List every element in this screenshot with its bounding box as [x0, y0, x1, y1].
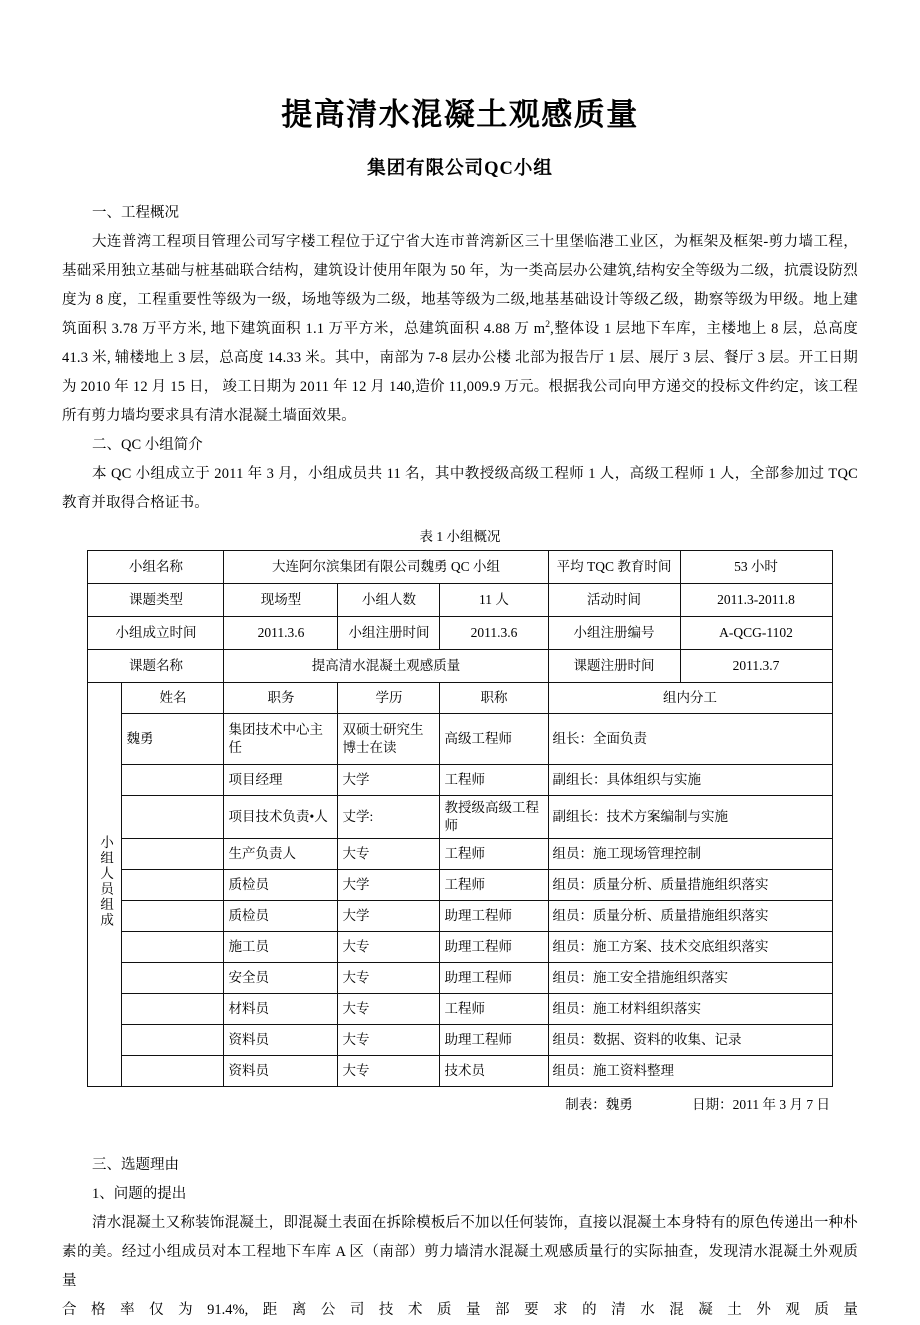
cell-topic-type-value: 现场型	[224, 583, 338, 616]
cell-member-post: 质检员	[224, 870, 338, 901]
table-row	[88, 994, 832, 1025]
cell-member-title: 工程师	[440, 839, 548, 870]
table-row	[88, 583, 832, 616]
cell-activity-time-label: 活动时间	[548, 583, 680, 616]
table-row	[88, 616, 832, 649]
cell-member-post: 生产负责人	[224, 839, 338, 870]
cell-member-title: 教授级高级工程师	[440, 795, 548, 838]
spacer	[62, 181, 858, 199]
section-3-paragraph: 清水混凝土又称装饰混凝土，即混凝土表面在拆除模板后不加以任何装饰，直接以混凝土本身特有的原色传递出一种朴素的美。经过小组成员对本工程地下车库 A 区（南部）剪力墙清水混凝土观感质量行的实际抽查，发现清水混凝土外观质量	[62, 1215, 858, 1290]
table-signature-row	[86, 1093, 834, 1117]
justified-char: 质	[436, 1302, 452, 1319]
cell-member-education: 大学	[338, 870, 440, 901]
cell-found-date-value: 2011.3.6	[224, 616, 338, 649]
page-content	[62, 0, 858, 1325]
justified-char: 术	[407, 1302, 423, 1319]
justified-char: 仅	[149, 1302, 164, 1319]
cell-member-education: 大专	[338, 839, 440, 870]
justified-char: 求	[553, 1302, 568, 1319]
cell-member-duty: 组员：数据、资料的收集、记录	[548, 1025, 832, 1056]
table-row	[88, 795, 832, 838]
cell-group-name-label: 小组名称	[88, 550, 224, 583]
justified-char: 量	[843, 1302, 858, 1319]
cell-member-post: 集团技术中心主任	[224, 713, 338, 764]
table-row	[88, 764, 832, 795]
page-subtitle: 集团有限公司QC小组	[367, 158, 553, 179]
table-row	[88, 963, 832, 994]
cell-member-name	[122, 1056, 224, 1087]
section-1-paragraph	[62, 228, 858, 431]
cell-member-name	[122, 764, 224, 795]
cell-member-duty: 组员：质量分析、质量措施组织落实	[548, 901, 832, 932]
cell-member-duty: 副组长：具体组织与实施	[548, 764, 832, 795]
paragraph-part-a: 大连普湾工程项目管理公司写字楼工程位于辽宁省大连市普湾新区三十里堡临港工业区，为框架及框架-剪力墙工程，基础采用独立基础与桩基础联合结构，建筑设计使用年限为 50 年，为一类高层办公建筑,结构安全等级为二级，抗震设防烈度为 8 度，工程重要性等级为一级，场地等级为二级，地基等级为二级,地基基础设计等级乙级，勘察等级为甲级。地上建筑面积 3.78 万平方米, 地下建筑面积 1.1 万平方米，总建筑面积 4.88 万 m	[62, 233, 858, 337]
table-row	[88, 932, 832, 963]
cell-reg-number-label: 小组注册编号	[548, 616, 680, 649]
paragraph-part-b: ,整体设 1 层地下车库，主楼地上 8 层，总高度 41.3 米, 辅楼地上 3 层，总高度 14.33 米。其中，南部为 7-8 层办公楼 北部为报告厅 1 层、展厅 3 层、餐厅 3 层。开工日期为 2010 年 12 月 15 日， 竣工日期为 2011 年 12 月 140,造价 11,009.9 万元。根据我公司向甲方递交的投标文件约定，该工程所有剪力墙均要求具有清水混凝土墙面效果。	[62, 320, 859, 424]
justified-char: 合	[62, 1302, 77, 1319]
cell-member-post: 安全员	[224, 963, 338, 994]
justified-char: 观	[785, 1302, 800, 1319]
table-row	[88, 649, 832, 682]
section-heading-2: 二、QC 小组简介	[92, 436, 203, 453]
cell-member-name: 魏勇	[122, 713, 224, 764]
cell-member-name	[122, 932, 224, 963]
cell-member-title: 助理工程师	[440, 963, 548, 994]
col-header-education: 学历	[338, 682, 440, 713]
cell-member-name	[122, 994, 224, 1025]
justified-char: 量	[466, 1302, 481, 1319]
col-header-duty: 组内分工	[548, 682, 832, 713]
justified-char: 土	[727, 1302, 742, 1319]
justified-char: 质	[814, 1302, 829, 1319]
cell-member-name	[122, 795, 224, 838]
table-row	[88, 713, 832, 764]
cell-member-education: 双硕士研究生博士在读	[338, 713, 440, 764]
cell-member-name	[122, 1025, 224, 1056]
justified-char: 外	[756, 1302, 771, 1319]
section-3-subheading: 1、问题的提出	[92, 1186, 187, 1203]
cell-member-duty: 组员：施工现场管理控制	[548, 839, 832, 870]
table-maker: 制表：魏勇	[565, 1097, 633, 1113]
cell-member-section-label	[88, 682, 122, 1086]
cell-member-name	[122, 839, 224, 870]
cell-member-duty: 组员：施工安全措施组织落实	[548, 963, 832, 994]
table-row	[88, 870, 832, 901]
cell-member-title: 工程师	[440, 994, 548, 1025]
cell-reg-date-value: 2011.3.6	[440, 616, 548, 649]
cell-member-title: 助理工程师	[440, 901, 548, 932]
cell-member-count-value: 11 人	[440, 583, 548, 616]
justified-char: 距	[262, 1302, 278, 1319]
cell-member-name	[122, 901, 224, 932]
cell-member-duty: 组员：施工材料组织落实	[548, 994, 832, 1025]
col-header-post: 职务	[224, 682, 338, 713]
table-caption: 表 1 小组概况	[419, 528, 501, 544]
cell-member-education: 大专	[338, 963, 440, 994]
cell-member-duty: 副组长：技术方案编制与实施	[548, 795, 832, 838]
cell-member-title: 高级工程师	[440, 713, 548, 764]
cell-member-education: 大学	[338, 764, 440, 795]
justified-char: 的	[582, 1302, 597, 1319]
table-date: 日期：2011 年 3 月 7 日	[692, 1097, 830, 1113]
justified-char: 技	[378, 1302, 394, 1319]
cell-member-post: 资料员	[224, 1056, 338, 1087]
table-row-member-header	[88, 682, 832, 713]
table-row	[88, 839, 832, 870]
cell-member-post: 资料员	[224, 1025, 338, 1056]
table-row	[88, 1025, 832, 1056]
justified-char: 部	[495, 1302, 510, 1319]
justified-char: 公	[320, 1302, 336, 1319]
justified-char: 要	[524, 1302, 539, 1319]
cell-activity-time-value: 2011.3-2011.8	[680, 583, 832, 616]
section-3-last-line	[62, 1296, 858, 1325]
vertical-label-text: 小组人员组成	[98, 835, 114, 929]
cell-member-duty: 组员：施工资料整理	[548, 1056, 832, 1087]
cell-topic-name-label: 课题名称	[88, 649, 224, 682]
justified-char: 混	[669, 1302, 684, 1319]
section-heading-1: 一、工程概况	[92, 204, 179, 221]
cell-member-title: 助理工程师	[440, 1025, 548, 1056]
cell-topic-reg-date-label: 课题注册时间	[548, 649, 680, 682]
cell-member-title: 技术员	[440, 1056, 548, 1087]
cell-member-name	[122, 963, 224, 994]
cell-member-education: 大专	[338, 932, 440, 963]
cell-member-duty: 组员：质量分析、质量措施组织落实	[548, 870, 832, 901]
cell-reg-date-label: 小组注册时间	[338, 616, 440, 649]
cell-member-education: 大学	[338, 901, 440, 932]
cell-topic-name-value: 提高清水混凝土观感质量	[224, 649, 548, 682]
section-heading-3: 三、选题理由	[92, 1157, 179, 1174]
justified-char: 为	[178, 1302, 193, 1319]
justified-char: 清	[611, 1302, 626, 1319]
col-header-name: 姓名	[122, 682, 224, 713]
table-row	[88, 901, 832, 932]
cell-topic-reg-date-value: 2011.3.7	[680, 649, 832, 682]
justified-char: 司	[349, 1302, 365, 1319]
section-2-paragraph: 本 QC 小组成立于 2011 年 3 月，小组成员共 11 名，其中教授级高级工程师 1 人，高级工程师 1 人，全部参加过 TQC 教育并取得合格证书。	[62, 465, 858, 511]
spacer	[62, 518, 858, 526]
cell-member-post: 项目技术负责•人	[224, 795, 338, 838]
cell-member-duty: 组长：全面负责	[548, 713, 832, 764]
cell-group-name-value: 大连阿尔滨集团有限公司魏勇 QC 小组	[224, 550, 548, 583]
superscript-square: 2	[545, 318, 551, 330]
justified-char: 91.4%,	[207, 1302, 249, 1319]
table-row	[88, 550, 832, 583]
justified-char: 水	[640, 1302, 655, 1319]
justified-char: 凝	[698, 1302, 713, 1319]
cell-member-education: 大专	[338, 1056, 440, 1087]
cell-member-post: 项目经理	[224, 764, 338, 795]
cell-topic-type-label: 课题类型	[88, 583, 224, 616]
justified-char: 率	[120, 1302, 135, 1319]
cell-member-title: 工程师	[440, 870, 548, 901]
cell-member-name	[122, 870, 224, 901]
cell-member-title: 工程师	[440, 764, 548, 795]
page-title: 提高清水混凝土观感质量	[281, 97, 639, 132]
cell-member-duty: 组员：施工方案、技术交底组织落实	[548, 932, 832, 963]
justified-char: 离	[291, 1302, 307, 1319]
cell-reg-number-value: A-QCG-1102	[680, 616, 832, 649]
cell-member-education: 大专	[338, 1025, 440, 1056]
spacer	[62, 1117, 858, 1151]
table-row	[88, 1056, 832, 1087]
cell-member-education: 大专	[338, 994, 440, 1025]
cell-found-date-label: 小组成立时间	[88, 616, 224, 649]
cell-member-title: 助理工程师	[440, 932, 548, 963]
justified-char: 格	[91, 1302, 106, 1319]
cell-member-post: 材料员	[224, 994, 338, 1025]
col-header-title: 职称	[440, 682, 548, 713]
cell-avg-tqc-value: 53 小时	[680, 550, 832, 583]
cell-member-post: 施工员	[224, 932, 338, 963]
cell-member-post: 质检员	[224, 901, 338, 932]
cell-avg-tqc-label: 平均 TQC 教育时间	[548, 550, 680, 583]
group-overview-table	[87, 550, 832, 1087]
cell-member-education: 丈学:	[338, 795, 440, 838]
cell-member-count-label: 小组人数	[338, 583, 440, 616]
